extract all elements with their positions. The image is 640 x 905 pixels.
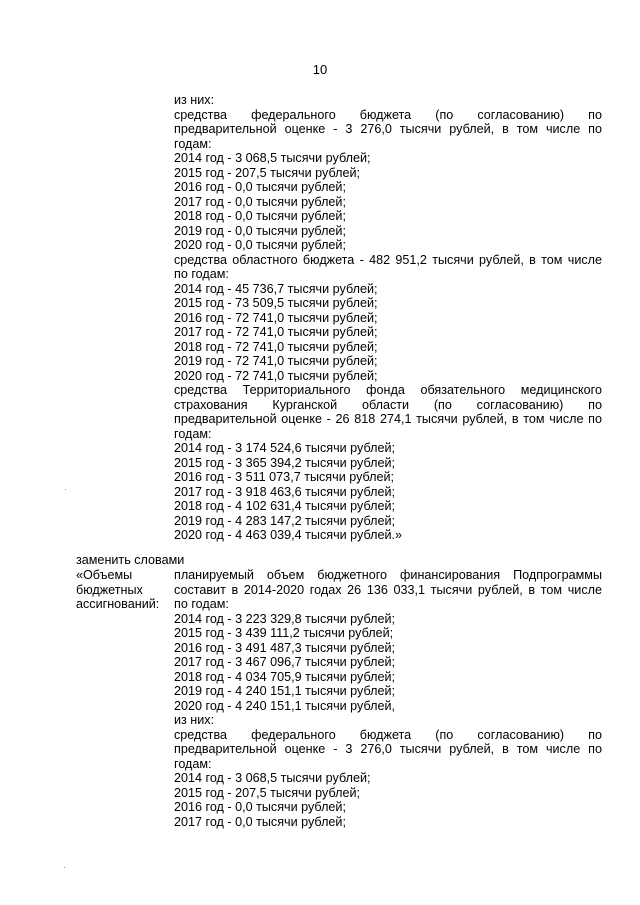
text-line: годам:	[174, 426, 212, 441]
left-column-line: ассигнований:	[76, 597, 160, 611]
text-line: предварительной оценке - 26 818 274,1 тысячи рублей, в том числе по	[174, 412, 602, 426]
text-line: из них:	[174, 713, 215, 727]
text-line: 2019 год - 4 283 147,2 тысячи рублей;	[174, 513, 395, 528]
text-line: средства Территориального фонда обязательного медицинского	[174, 383, 602, 397]
text-line: 2016 год - 3 491 487,3 тысячи рублей;	[174, 640, 395, 655]
text-line: 2020 год - 72 741,0 тысячи рублей;	[174, 368, 378, 383]
text-line: 2020 год - 4 463 039,4 тысячи рублей.»	[174, 528, 402, 542]
budget-allocations-label	[76, 568, 172, 612]
text-line: 2017 год - 0,0 тысячи рублей;	[174, 194, 346, 209]
text-line: средства областного бюджета - 482 951,2 тысячи рублей, в том числе	[174, 252, 602, 267]
text-line: 2017 год - 0,0 тысячи рублей;	[174, 814, 346, 829]
text-line: 2020 год - 4 240 151,1 тысячи рублей,	[174, 698, 395, 713]
text-block-1	[174, 93, 602, 543]
text-line: 2018 год - 72 741,0 тысячи рублей;	[174, 339, 378, 354]
text-line: предварительной оценке - 3 276,0 тысячи рублей, в том числе по	[174, 742, 602, 756]
left-column-line: бюджетных	[76, 582, 143, 597]
text-line: 2014 год - 3 068,5 тысячи рублей;	[174, 771, 371, 785]
replace-with-words-label: заменить словами	[76, 553, 185, 567]
text-line: 2017 год - 3 467 096,7 тысячи рублей;	[174, 655, 395, 669]
text-line: 2015 год - 3 365 394,2 тысячи рублей;	[174, 455, 395, 470]
text-line: страхования Курганской области (по согласованию) по	[174, 397, 602, 412]
text-line: составит в 2014-2020 годах 26 136 033,1 тысячи рублей, в том числе	[174, 582, 602, 597]
text-line: 2015 год - 3 439 111,2 тысячи рублей;	[174, 626, 394, 640]
text-line: средства федерального бюджета (по согласованию) по	[174, 107, 602, 122]
text-line: 2017 год - 3 918 463,6 тысячи рублей;	[174, 484, 395, 499]
text-line: годам:	[174, 756, 212, 771]
text-line: 2016 год - 72 741,0 тысячи рублей;	[174, 310, 378, 325]
scan-speck: ·	[64, 484, 67, 494]
text-line: 2015 год - 207,5 тысячи рублей;	[174, 785, 360, 800]
page-number: 10	[312, 62, 328, 77]
text-line: 2014 год - 3 223 329,8 тысячи рублей;	[174, 611, 395, 626]
text-line: 2015 год - 207,5 тысячи рублей;	[174, 165, 360, 180]
text-line: 2019 год - 72 741,0 тысячи рублей;	[174, 354, 378, 368]
text-line: 2016 год - 3 511 073,7 тысячи рублей;	[174, 470, 395, 484]
left-column-line: «Объемы	[76, 568, 133, 582]
text-block-2	[174, 568, 602, 829]
text-line: 2016 год - 0,0 тысячи рублей;	[174, 800, 346, 814]
text-line: 2019 год - 0,0 тысячи рублей;	[174, 223, 346, 238]
text-line: 2014 год - 45 736,7 тысячи рублей;	[174, 281, 378, 296]
text-line: планируемый объем бюджетного финансирования Подпрограммы	[174, 568, 602, 582]
text-line: 2016 год - 0,0 тысячи рублей;	[174, 180, 346, 194]
text-line: средства федерального бюджета (по согласованию) по	[174, 727, 602, 742]
text-line: 2014 год - 3 174 524,6 тысячи рублей;	[174, 441, 395, 455]
text-line: по годам:	[174, 267, 229, 281]
text-line: 2015 год - 73 509,5 тысячи рублей;	[174, 296, 378, 310]
text-line: 2017 год - 72 741,0 тысячи рублей;	[174, 325, 378, 339]
text-line: 2018 год - 4 034 705,9 тысячи рублей;	[174, 669, 395, 684]
text-line: 2019 год - 4 240 151,1 тысячи рублей;	[174, 684, 395, 698]
text-line: 2020 год - 0,0 тысячи рублей;	[174, 238, 346, 252]
scan-speck: ·	[63, 862, 66, 872]
text-line: годам:	[174, 136, 212, 151]
text-line: предварительной оценке - 3 276,0 тысячи рублей, в том числе по	[174, 122, 602, 136]
text-line: 2018 год - 4 102 631,4 тысячи рублей;	[174, 499, 395, 513]
text-line: из них:	[174, 93, 215, 107]
text-line: 2014 год - 3 068,5 тысячи рублей;	[174, 151, 371, 165]
text-line: по годам:	[174, 597, 229, 611]
text-line: 2018 год - 0,0 тысячи рублей;	[174, 209, 346, 223]
